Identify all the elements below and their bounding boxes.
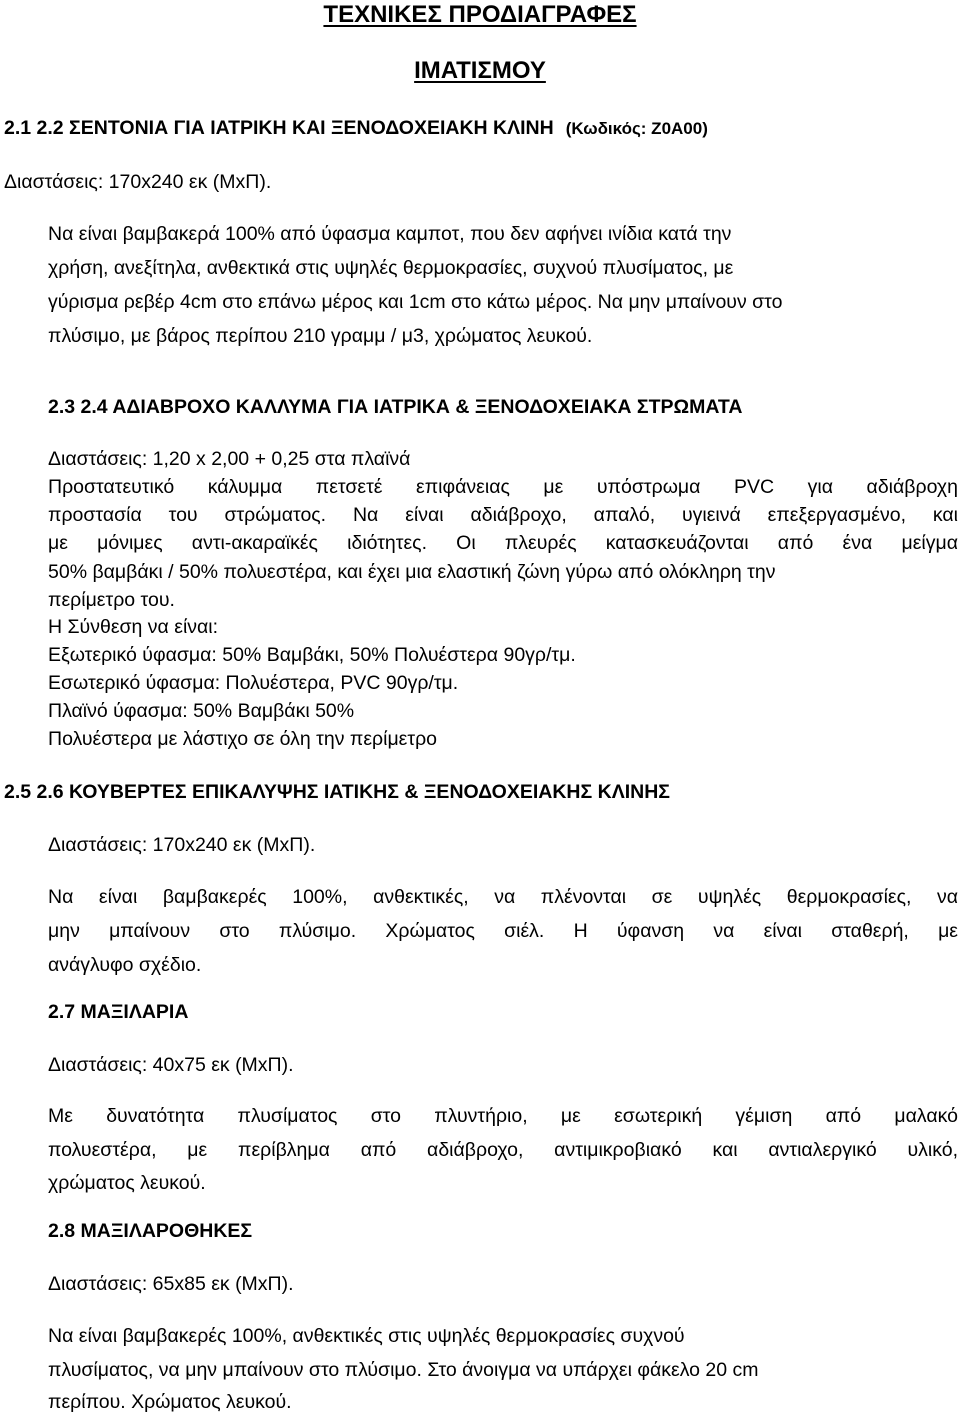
paragraph-line: χρήση, ανεξίτηλα, ανθεκτικά στις υψηλές θερμοκρασίες, συχνού πλυσίματος, με bbox=[48, 257, 734, 279]
paragraph-line: Προστατευτικό κάλυμμα πετσετέ επιφάνειας με υπόστρωμα PVC για αδιάβροχη bbox=[48, 476, 958, 498]
paragraph-line: Να είναι βαμβακερές 100%, ανθεκτικές στις υψηλές θερμοκρασίες συχνού bbox=[48, 1325, 685, 1347]
paragraph-line: ανάγλυφο σχέδιο. bbox=[48, 954, 202, 976]
paragraph-line: πολυεστέρα, με περίβλημα από αδιάβροχο, αντιμικροβιακό και αντιαλεργικό υλικό, bbox=[48, 1139, 958, 1161]
document-subtitle: ΙΜΑΤΙΣΜΟΥ bbox=[414, 57, 546, 84]
paragraph-line: Να είναι βαμβακερές 100%, ανθεκτικές, να πλένονται σε υψηλές θερμοκρασίες, να bbox=[48, 886, 958, 908]
section-heading-sheets bbox=[4, 116, 708, 141]
section-heading-pillows: 2.7 ΜΑΞΙΛΑΡΙΑ bbox=[48, 1001, 189, 1023]
paragraph-line: Εξωτερικό ύφασμα: 50% Βαμβάκι, 50% Πολυέστερα 90γρ/τμ. bbox=[48, 644, 576, 666]
paragraph-line: Με δυνατότητα πλυσίματος στο πλυντήριο, με εσωτερική γέμιση από μαλακό bbox=[48, 1105, 958, 1127]
section-heading-blankets: 2.5 2.6 ΚΟΥΒΕΡΤΕΣ ΕΠΙΚΑΛΥΨΗΣ ΙΑΤΙΚΗΣ & ΞΕΝΟΔΟΧΕΙΑΚΗΣ ΚΛΙΝΗΣ bbox=[4, 781, 670, 803]
paragraph-line: πλυσίματος, να μην μπαίνουν στο πλύσιμο. Στο άνοιγμα να υπάρχει φάκελο 20 cm bbox=[48, 1359, 759, 1381]
paragraph-line: χρώματος λευκού. bbox=[48, 1172, 206, 1194]
paragraph-line: μην μπαίνουν στο πλύσιμο. Χρώματος σιέλ. Η ύφανση να είναι σταθερή, με bbox=[48, 920, 958, 942]
paragraph-line: γύρισμα ρεβέρ 4cm στο επάνω μέρος και 1cm στο κάτω μέρος. Να μην μπαίνουν στο bbox=[48, 291, 783, 313]
paragraph-line: Πλαϊνό ύφασμα: 50% Βαμβάκι 50% bbox=[48, 700, 355, 722]
dimensions-line: Διαστάσεις: 170x240 εκ (ΜxΠ). bbox=[4, 171, 272, 193]
dimensions-line: Διαστάσεις: 1,20 x 2,00 + 0,25 στα πλαϊνά bbox=[48, 448, 411, 470]
document-title: ΤΕΧΝΙΚΕΣ ΠΡΟΔΙΑΓΡΑΦΕΣ bbox=[323, 1, 637, 28]
dimensions-line: Διαστάσεις: 40x75 εκ (ΜxΠ). bbox=[48, 1054, 294, 1076]
dimensions-line: Διαστάσεις: 65x85 εκ (ΜxΠ). bbox=[48, 1273, 294, 1295]
paragraph-line: Να είναι βαμβακερά 100% από ύφασμα καμποτ, που δεν αφήνει ινίδια κατά την bbox=[48, 223, 732, 245]
section-heading-mattress-cover: 2.3 2.4 ΑΔΙΑΒΡΟΧΟ ΚΑΛΛΥΜΑ ΓΙΑ ΙΑΤΡΙΚΑ & ΞΕΝΟΔΟΧΕΙΑΚΑ ΣΤΡΩΜΑΤΑ bbox=[48, 396, 743, 418]
paragraph-line: περίμετρο του. bbox=[48, 589, 175, 611]
heading-text: 2.1 2.2 ΣΕΝΤΟΝΙΑ ΓΙΑ ΙΑΤΡΙΚΗ ΚΑΙ ΞΕΝΟΔΟΧΕΙΑΚΗ ΚΛΙΝΗ bbox=[4, 117, 554, 139]
paragraph-line: Πολυέστερα με λάστιχο σε όλη την περίμετρο bbox=[48, 728, 438, 750]
paragraph-line: προστασία του στρώματος. Να είναι αδιάβροχο, απαλό, υγιεινά επεξεργασμένο, και bbox=[48, 504, 958, 526]
section-heading-pillowcases: 2.8 ΜΑΞΙΛΑΡΟΘΗΚΕΣ bbox=[48, 1220, 253, 1242]
paragraph-line: 50% βαμβάκι / 50% πολυεστέρα, και έχει μια ελαστική ζώνη γύρω από ολόκληρη την bbox=[48, 561, 776, 583]
paragraph-line: Εσωτερικό ύφασμα: Πολυέστερα, PVC 90γρ/τμ. bbox=[48, 672, 459, 694]
dimensions-line: Διαστάσεις: 170x240 εκ (ΜxΠ). bbox=[48, 834, 316, 856]
paragraph-line: Η Σύνθεση να είναι: bbox=[48, 616, 219, 638]
product-code: (Κωδικός: Ζ0Α00) bbox=[565, 119, 708, 138]
paragraph-line: με μόνιμες αντι-ακαραϊκές ιδιότητες. Οι πλευρές κατασκευάζονται από ένα μείγμα bbox=[48, 532, 958, 554]
paragraph-line: πλύσιμο, με βάρος περίπου 210 γραμμ / μ3, χρώματος λευκού. bbox=[48, 325, 593, 347]
paragraph-line: περίπου. Χρώματος λευκού. bbox=[48, 1391, 292, 1413]
